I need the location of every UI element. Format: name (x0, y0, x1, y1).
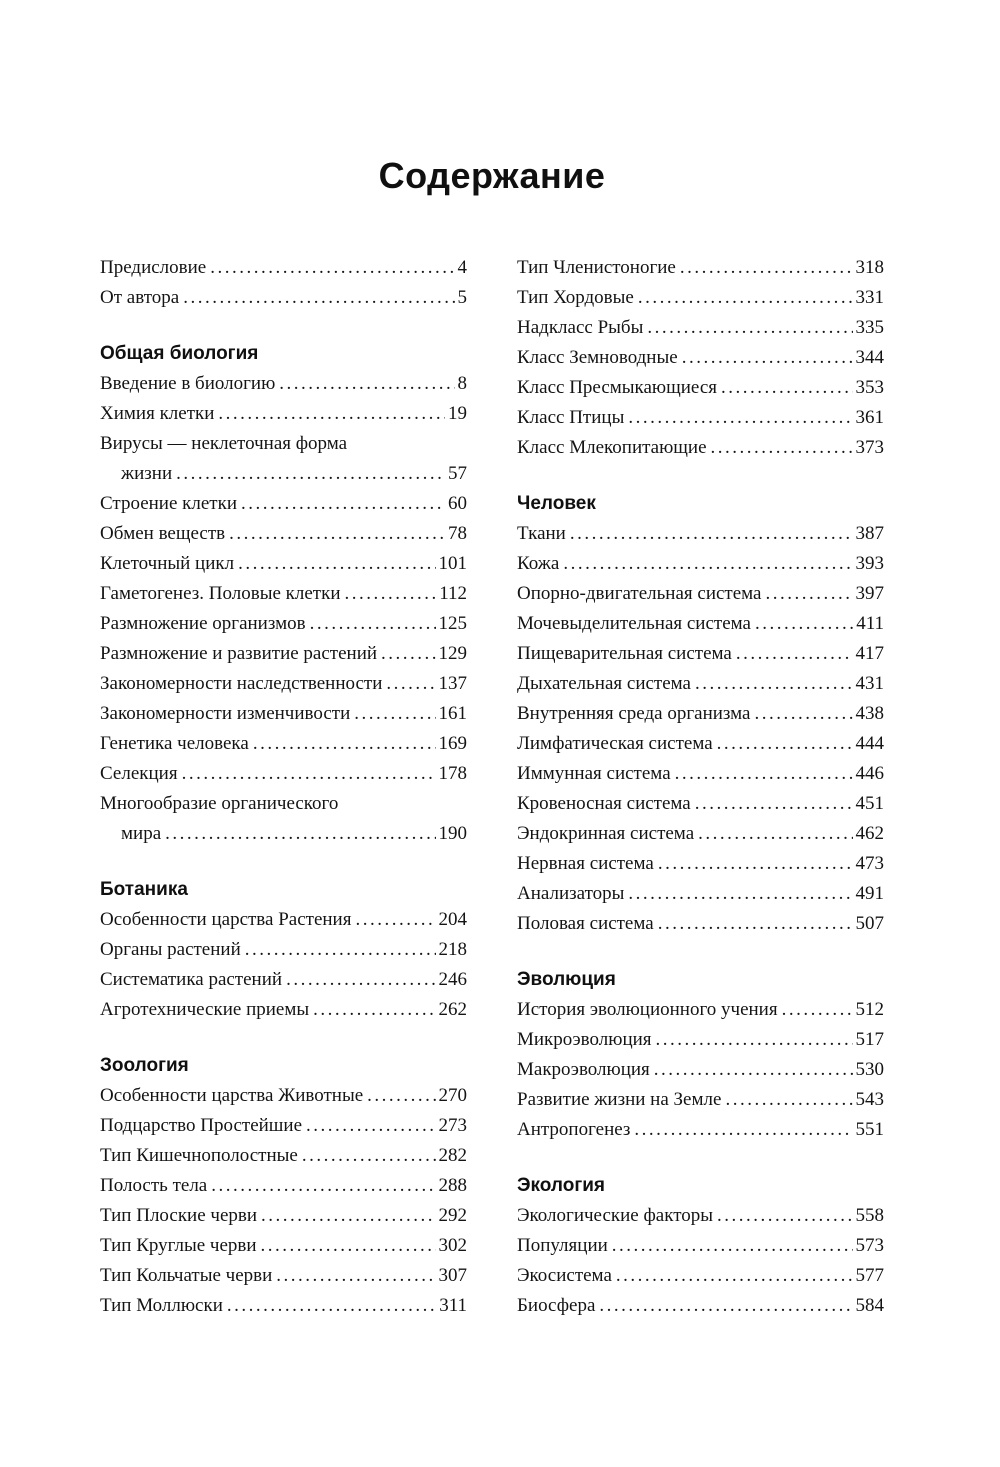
toc-entry-label: Тип Кольчатые черви (100, 1265, 273, 1286)
toc-page-number: 5 (457, 287, 467, 308)
toc-entry-label: Половая система (517, 913, 654, 934)
toc-page-number: 543 (855, 1089, 884, 1110)
toc-page-number: 530 (855, 1059, 884, 1080)
toc-page-number: 262 (438, 999, 467, 1020)
toc-entry-label: Экосистема (517, 1265, 612, 1286)
toc-entry (517, 699, 884, 729)
toc-page-number: 318 (855, 257, 884, 278)
toc-page-number: 577 (855, 1265, 884, 1286)
page-title: Содержание (378, 155, 606, 196)
toc-page-number: 178 (438, 763, 467, 784)
toc-entry-label: Биосфера (517, 1295, 596, 1316)
toc-entry-label: От автора (100, 287, 180, 308)
toc-dot-leader (570, 519, 853, 549)
toc-page-number: 361 (855, 407, 884, 428)
toc-entry (100, 253, 467, 283)
toc-dot-leader (306, 1111, 435, 1141)
toc-entry-label: Обмен веществ (100, 523, 226, 544)
toc-entry-label: Тип Членистоногие (517, 257, 676, 278)
toc-page-number: 444 (855, 733, 884, 754)
toc-entry (100, 579, 467, 609)
toc-section-heading: Экология (517, 1175, 606, 1196)
toc-dot-leader (276, 1261, 435, 1291)
toc-entry (517, 373, 884, 403)
toc-column-left (100, 253, 467, 1321)
toc-page-number: 302 (438, 1235, 467, 1256)
toc-entry-label: Размножение организмов (100, 613, 306, 634)
toc-dot-leader (721, 373, 852, 403)
toc-dot-leader (647, 313, 852, 343)
toc-entry-label: Тип Плоские черви (100, 1205, 258, 1226)
toc-dot-leader (680, 253, 853, 283)
toc-entry (100, 935, 467, 965)
toc-entry-label: Систематика растений (100, 969, 283, 990)
toc-entry (517, 669, 884, 699)
toc-page-number: 282 (438, 1145, 467, 1166)
toc-page-number: 507 (855, 913, 884, 934)
toc-page-number: 411 (856, 613, 884, 634)
toc-section-heading: Общая биология (100, 343, 259, 364)
toc-page-number: 307 (438, 1265, 467, 1286)
toc-page-number: 137 (438, 673, 467, 694)
toc-page-number: 512 (855, 999, 884, 1020)
toc-dot-leader (717, 1201, 852, 1231)
toc-entry (100, 549, 467, 579)
toc-entry (100, 369, 467, 399)
toc-entry-label: Селекция (100, 763, 178, 784)
toc-entry-label: Ткани (517, 523, 566, 544)
toc-entry (517, 1025, 884, 1055)
toc-entry (100, 639, 467, 669)
toc-dot-leader (165, 819, 435, 849)
toc-entry (100, 519, 467, 549)
toc-dot-leader (354, 699, 435, 729)
toc-entry-label: Особенности царства Растения (100, 909, 352, 930)
toc-page-number: 462 (855, 823, 884, 844)
toc-entry (100, 1141, 467, 1171)
toc-entry (517, 403, 884, 433)
toc-page-number: 573 (855, 1235, 884, 1256)
toc-page-number: 129 (438, 643, 467, 664)
toc-page-number: 270 (438, 1085, 467, 1106)
toc-entry (517, 1261, 884, 1291)
toc-page-number: 558 (855, 1205, 884, 1226)
toc-entry-label: Класс Земноводные (517, 347, 678, 368)
toc-entry (517, 789, 884, 819)
toc-dot-leader (386, 669, 435, 699)
toc-entry (517, 549, 884, 579)
toc-entry (517, 819, 884, 849)
toc-entry-label: Опорно-двигательная система (517, 583, 762, 604)
toc-page-number: 387 (855, 523, 884, 544)
toc-dot-leader (310, 609, 436, 639)
toc-entry (100, 459, 467, 489)
toc-entry-label: Кожа (517, 553, 560, 574)
toc-entry (100, 995, 467, 1025)
toc-entry-label: Тип Круглые черви (100, 1235, 257, 1256)
toc-entry (100, 1261, 467, 1291)
toc-entry (100, 729, 467, 759)
toc-entry-label: Нервная система (517, 853, 654, 874)
toc-page-number: 397 (855, 583, 884, 604)
toc-dot-leader (658, 909, 853, 939)
toc-dot-leader (313, 995, 435, 1025)
toc-entry (517, 1291, 884, 1321)
toc-entry (517, 253, 884, 283)
toc-entry-label: Органы растений (100, 939, 241, 960)
toc-entry (517, 909, 884, 939)
toc-dot-leader (628, 403, 852, 433)
toc-page-number: 101 (438, 553, 467, 574)
toc-dot-leader (229, 519, 445, 549)
toc-page-number: 288 (438, 1175, 467, 1196)
toc-dot-leader (238, 549, 435, 579)
toc-dot-leader (245, 935, 436, 965)
toc-dot-leader (695, 669, 853, 699)
toc-entry-label: Экологические факторы (517, 1205, 714, 1226)
toc-dot-leader (698, 819, 852, 849)
toc-dot-leader (345, 579, 437, 609)
toc-page-number: 335 (855, 317, 884, 338)
toc-entry (100, 819, 467, 849)
toc-entry (517, 579, 884, 609)
toc-entry-label: Предисловие (100, 257, 207, 278)
toc-page-number: 161 (438, 703, 467, 724)
toc-entry-label: Полость тела (100, 1175, 208, 1196)
toc-dot-leader (241, 489, 445, 519)
toc-entry (100, 1111, 467, 1141)
toc-entry (517, 609, 884, 639)
toc-dot-leader (563, 549, 852, 579)
toc-page-number: 292 (438, 1205, 467, 1226)
toc-page-number: 451 (855, 793, 884, 814)
toc-entry-label: Макроэволюция (517, 1059, 650, 1080)
toc-page-number: 57 (448, 463, 467, 484)
toc-dot-leader (754, 699, 852, 729)
toc-entry (100, 699, 467, 729)
toc-entry (517, 1201, 884, 1231)
toc-entry (517, 313, 884, 343)
toc-dot-leader (675, 759, 853, 789)
toc-page-number: 273 (438, 1115, 467, 1136)
toc-entry-label: Класс Млекопитающие (517, 437, 707, 458)
toc-entry-label: Внутренняя среда организма (517, 703, 751, 724)
toc-entry-label: Дыхательная система (517, 673, 691, 694)
toc-entry (100, 1291, 467, 1321)
toc-entry-label: Химия клетки (100, 403, 215, 424)
toc-dot-leader (656, 1025, 853, 1055)
toc-entry (517, 729, 884, 759)
toc-entry (100, 609, 467, 639)
toc-entry (100, 1201, 467, 1231)
toc-column-right (517, 253, 884, 1321)
toc-page-number: 331 (855, 287, 884, 308)
toc-entry-label: Тип Кишечнополостные (100, 1145, 298, 1166)
toc-entry (517, 759, 884, 789)
toc-dot-leader (381, 639, 435, 669)
toc-dot-leader (367, 1081, 435, 1111)
toc-entry-label: Популяции (517, 1235, 608, 1256)
toc-dot-leader (711, 433, 853, 463)
toc-entry-label: Тип Хордовые (517, 287, 634, 308)
toc-dot-leader (183, 283, 454, 313)
toc-page-number: 204 (438, 909, 467, 930)
toc-entry-label: Строение клетки (100, 493, 237, 514)
toc-entry-label: Иммунная система (517, 763, 671, 784)
toc-page-number: 431 (855, 673, 884, 694)
toc-dot-leader (695, 789, 853, 819)
toc-dot-leader (355, 905, 435, 935)
toc-entry-label: Закономерности изменчивости (100, 703, 351, 724)
toc-entry-label: Микроэволюция (517, 1029, 652, 1050)
toc-section-heading: Эволюция (517, 969, 616, 990)
toc-dot-leader (638, 283, 853, 313)
toc-dot-leader (261, 1231, 436, 1261)
toc-page-number: 353 (855, 377, 884, 398)
toc-entry-label: Развитие жизни на Земле (517, 1089, 722, 1110)
toc-entry (100, 905, 467, 935)
toc-columns (100, 253, 884, 1321)
toc-entry-label: Клеточный цикл (100, 553, 235, 574)
toc-dot-leader (682, 343, 853, 373)
toc-dot-leader (658, 849, 853, 879)
toc-entry-label: Введение в биологию (100, 373, 276, 394)
toc-dot-leader (717, 729, 853, 759)
toc-dot-leader (302, 1141, 436, 1171)
toc-dot-leader (227, 1291, 436, 1321)
toc-dot-leader (261, 1201, 435, 1231)
toc-entry-label: Класс Пресмыкающиеся (517, 377, 718, 398)
toc-page-number: 446 (855, 763, 884, 784)
toc-page-number: 246 (438, 969, 467, 990)
toc-entry (517, 343, 884, 373)
toc-entry-label: Вирусы — неклеточная форма (100, 433, 348, 454)
toc-dot-leader (766, 579, 853, 609)
toc-page-number: 4 (457, 257, 467, 278)
toc-entry (517, 639, 884, 669)
toc-entry-label: Особенности царства Животные (100, 1085, 364, 1106)
toc-dot-leader (210, 253, 454, 283)
toc-page-number: 112 (439, 583, 467, 604)
toc-entry-label: Мочевыделительная система (517, 613, 751, 634)
toc-entry (517, 995, 884, 1025)
toc-entry-label: Антропогенез (517, 1119, 631, 1140)
toc-page-number: 19 (448, 403, 467, 424)
toc-entry-label: Подцарство Простейшие (100, 1115, 303, 1136)
toc-entry-label: Эндокринная система (517, 823, 695, 844)
toc-dot-leader (286, 965, 435, 995)
toc-dot-leader (654, 1055, 853, 1085)
toc-page-number: 393 (855, 553, 884, 574)
toc-dot-leader (218, 399, 445, 429)
toc-page-number: 78 (448, 523, 467, 544)
toc-page-number: 125 (438, 613, 467, 634)
toc-page-number: 344 (855, 347, 884, 368)
toc-entry (517, 1231, 884, 1261)
toc-page-number: 417 (855, 643, 884, 664)
toc-entry (517, 519, 884, 549)
toc-page-number: 438 (855, 703, 884, 724)
toc-dot-leader (612, 1231, 853, 1261)
toc-entry (517, 879, 884, 909)
toc-dot-leader (736, 639, 853, 669)
toc-entry-label: Агротехнические приемы (100, 999, 310, 1020)
toc-page-number: 473 (855, 853, 884, 874)
toc-entry (100, 283, 467, 313)
toc-entry-label: Многообразие органического (100, 793, 339, 814)
toc-entry-label: Анализаторы (517, 883, 625, 904)
toc-entry (100, 669, 467, 699)
toc-section-heading: Ботаника (100, 879, 188, 900)
toc-entry (100, 965, 467, 995)
toc-dot-leader (782, 995, 853, 1025)
toc-entry (100, 489, 467, 519)
toc-entry (517, 849, 884, 879)
toc-page-number: 169 (438, 733, 467, 754)
toc-entry-label: Кровеносная система (517, 793, 691, 814)
toc-entry (100, 759, 467, 789)
toc-entry-label: Генетика человека (100, 733, 249, 754)
toc-dot-leader (176, 459, 445, 489)
toc-dot-leader (634, 1115, 852, 1145)
toc-entry-label: мира (121, 823, 162, 844)
toc-entry-label: Размножение и развитие растений (100, 643, 378, 664)
toc-entry (100, 1171, 467, 1201)
toc-entry (100, 429, 467, 459)
toc-entry (517, 1085, 884, 1115)
toc-entry-label: Гаметогенез. Половые клетки (100, 583, 341, 604)
toc-entry-label: Пищеварительная система (517, 643, 732, 664)
toc-dot-leader (616, 1261, 853, 1291)
toc-page-number: 8 (457, 373, 467, 394)
toc-dot-leader (755, 609, 853, 639)
toc-page-number: 584 (855, 1295, 884, 1316)
toc-page-number: 190 (438, 823, 467, 844)
toc-dot-leader (599, 1291, 852, 1321)
toc-entry-label: Лимфатическая система (517, 733, 713, 754)
toc-entry-label: Закономерности наследственности (100, 673, 383, 694)
toc-page-number: 373 (855, 437, 884, 458)
toc-entry-label: жизни (121, 463, 173, 484)
toc-section-heading: Человек (517, 493, 596, 514)
toc-page-number: 491 (855, 883, 884, 904)
toc-entry (517, 433, 884, 463)
toc-dot-leader (279, 369, 454, 399)
toc-entry (517, 1055, 884, 1085)
toc-entry (100, 1231, 467, 1261)
toc-dot-leader (628, 879, 852, 909)
toc-page-number: 218 (438, 939, 467, 960)
toc-entry (100, 1081, 467, 1111)
toc-section-heading: Зоология (100, 1055, 189, 1076)
toc-entry (100, 399, 467, 429)
toc-dot-leader (211, 1171, 435, 1201)
toc-entry-label: Тип Моллюски (100, 1295, 223, 1316)
toc-page-number: 60 (448, 493, 467, 514)
toc-entry-label: Надкласс Рыбы (517, 317, 644, 338)
toc-dot-leader (725, 1085, 852, 1115)
toc-page-number: 551 (855, 1119, 884, 1140)
toc-entry (517, 283, 884, 313)
toc-entry (517, 1115, 884, 1145)
toc-dot-leader (253, 729, 436, 759)
toc-dot-leader (182, 759, 436, 789)
toc-entry-label: Класс Птицы (517, 407, 625, 428)
toc-entry (100, 789, 467, 819)
toc-page-number: 311 (439, 1295, 467, 1316)
toc-entry-label: История эволюционного учения (517, 999, 778, 1020)
toc-page-number: 517 (855, 1029, 884, 1050)
